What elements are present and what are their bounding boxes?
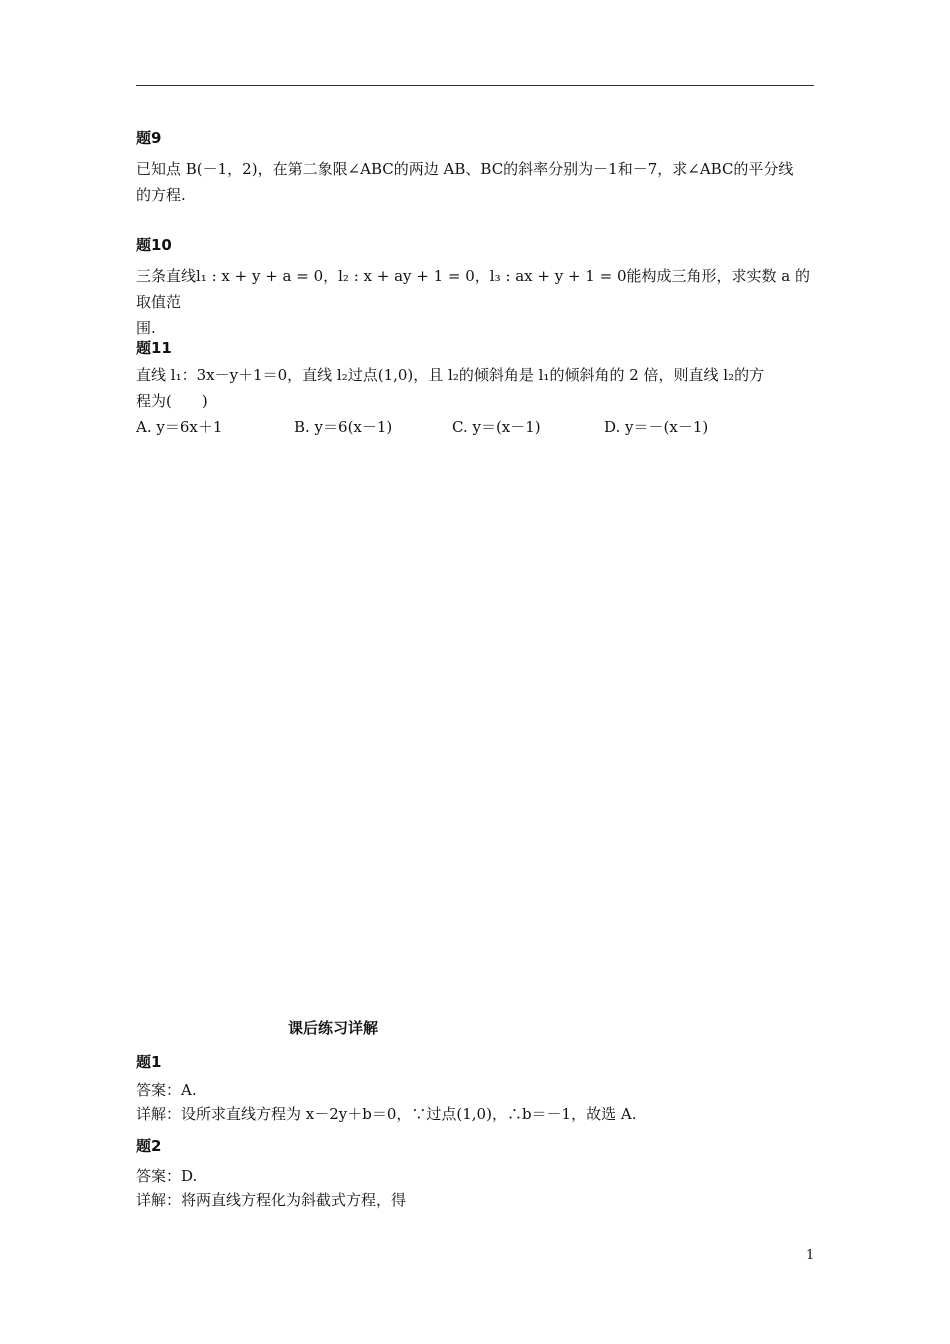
solution-2-title: 题2 [136,1137,162,1155]
question-11-title: 题11 [136,339,172,357]
question-10 [136,235,816,341]
question-9-title: 题9 [136,129,162,147]
question-10-line1: 三条直线l₁ : x + y + a = 0，l₂ : x + ay + 1 = 0，l₃ : ax + y + 1 = 0能构成三角形，求实数 a 的取值范 [136,267,810,311]
option-c: C. y＝(x－1) [452,418,541,436]
solution-1-title: 题1 [136,1053,162,1071]
page-number: 1 [806,1248,815,1263]
solution-1-answer: 答案：A. [136,1081,197,1099]
question-11-line2: 程为( ) [136,392,208,410]
question-9-line2: 的方程. [136,186,186,204]
solution-1-detail: 详解：设所求直线方程为 x－2y＋b＝0，∵过点(1,0)，∴b＝－1，故选 A. [136,1105,637,1123]
solution-2 [136,1136,816,1212]
question-9 [136,128,816,208]
option-a: A. y＝6x＋1 [136,418,223,436]
question-11-options [136,414,816,440]
question-9-line1: 已知点 B(－1，2)，在第二象限∠ABC的两边 AB、BC的斜率分别为－1和－7，求∠ABC的平分线 [136,160,794,178]
solution-1 [136,1052,816,1126]
question-10-line2: 围. [136,319,156,337]
question-11 [136,338,816,440]
header-rule [136,85,814,86]
solution-2-answer: 答案：D. [136,1167,198,1185]
question-10-title: 题10 [136,236,172,254]
option-d: D. y＝－(x－1) [604,418,709,436]
question-11-line1: 直线 l₁：3x－y＋1＝0，直线 l₂过点(1,0)，且 l₂的倾斜角是 l₁的倾斜角的 2 倍，则直线 l₂的方 [136,366,765,384]
solutions-title: 课后练习详解 [288,1019,379,1037]
solution-2-detail: 详解：将两直线方程化为斜截式方程，得 [136,1191,407,1209]
option-b: B. y＝6(x－1) [294,418,393,436]
